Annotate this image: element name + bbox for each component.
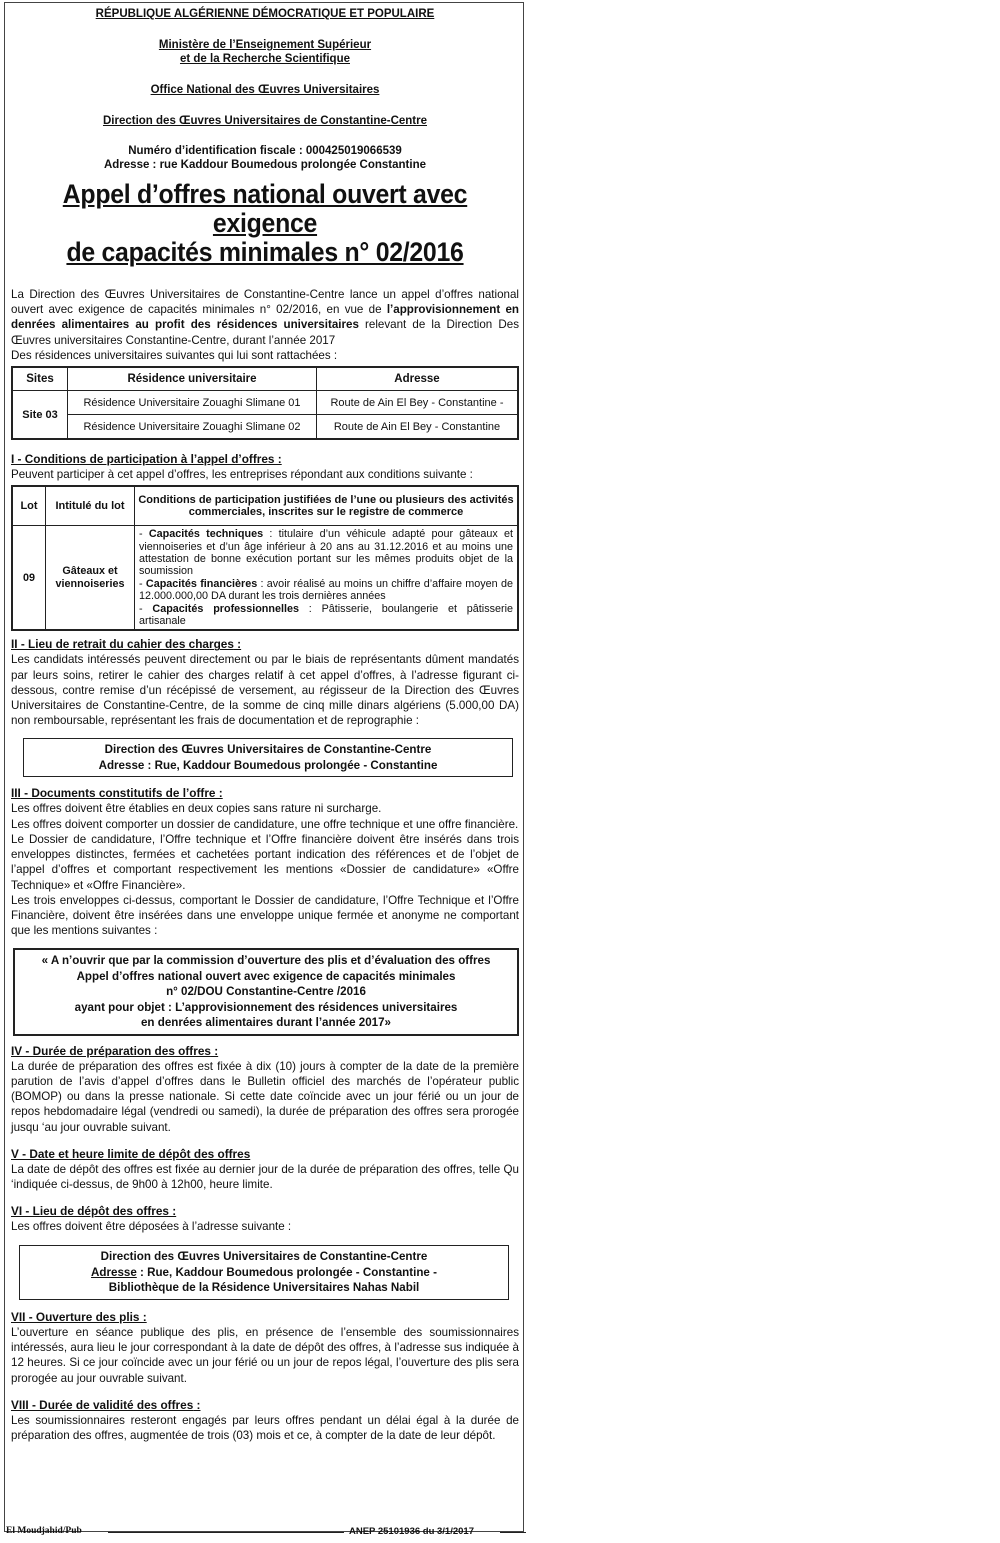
ministry-line-1: Ministère de l’Enseignement Supérieur <box>158 39 372 51</box>
section-3-title-text: III - Documents constitutifs de l’offre <box>11 786 216 801</box>
section-8-title-text: VIII - Durée de validité des offres <box>11 1397 194 1412</box>
col-intitule: Intitulé du lot <box>46 486 135 526</box>
direction-heading: Direction des Œuvres Universitaires de Constantine-Centre <box>102 115 427 127</box>
section-7-text: L’ouverture en séance publique des plis, en présence de l’ensemble des soumissionnaires intéressés, aura lieu le jour correspondant à la date de dépôt des offres, à l’adresse sus indiquée à 12 heures. Si ce jour coïncide avec un jour férié ou un jour de repos légal, l’ouverture des plis sera prorogée au jour ouvrable suivant. <box>11 1325 519 1385</box>
section-5-text: La date de dépôt des offres est fixée au dernier jour de la durée de préparation des offres, telle Qu ‘indiquée ci-dessus, de 9h00 à 12h00, heure limite. <box>11 1162 519 1192</box>
ministry-line-2: et de la Recherche Scientifique <box>179 53 350 65</box>
tender-title-line-1: Appel d’offres national ouvert avec exigence <box>62 179 468 238</box>
section-2-text: Les candidats intéressés peuvent directement ou par le biais de représentants dûment mandatés par leurs soins, retirer le cahier des charges relatif à cet appel d’offres, à l’adresse figurant ci-dessous, contre remise d’un récépissé de versement, au régisseur de la Direction des Œuvres Universitaires de Constantine-Centre, de la somme de cinq mille dinars algériens (5.000,00 DA) non remboursable, représentant les frais de documentation et de reprographie : <box>11 653 519 728</box>
professional-capacity: - Capacités professionnelles : Pâtisserie, boulangerie et pâtisserie artisanale <box>139 602 513 628</box>
withdrawal-box-line-2: Adresse : Rue, Kaddour Boumedous prolongée - Constantine <box>98 758 438 772</box>
section-5-title: V - Date et heure limite de dépôt des offres <box>11 1146 251 1161</box>
site-cell: Site 03 <box>12 391 68 440</box>
section-4-title: IV - Durée de préparation des offres : <box>11 1043 219 1058</box>
envelope-box-line-1: « A n’ouvrir que par la commission d’ouverture des plis et d’évaluation des offres <box>41 954 491 968</box>
section-6-text: Les offres doivent être déposées à l’adresse suivante : <box>11 1220 292 1234</box>
lot-title: Gâteaux et viennoiseries <box>46 526 135 631</box>
section-6-title-text: VI - Lieu de dépôt des offres <box>11 1204 169 1219</box>
section-3-title: III - Documents constitutifs de l’offre : <box>11 786 223 801</box>
section-3-p3: Le Dossier de candidature, l’Offre technique et l’Offre financière doivent être insérés dans trois enveloppes distinctes, fermées et cachetées portant indication des références et de l’objet de l’appel d’offres et comportant respectivement les mentions «Dossier de candidature» «Offre Technique» et «Offre Financière». <box>11 832 519 892</box>
section-7-title: VII - Ouverture des plis : <box>11 1309 147 1324</box>
deposit-box-line-3: Bibliothèque de la Résidence Universitaires Nahas Nabil <box>108 1281 420 1295</box>
office-heading: Office National des Œuvres Universitaires <box>150 84 380 96</box>
section-2-title-text: II - Lieu de retrait du cahier des charges <box>11 637 234 652</box>
col-adresse: Adresse <box>317 367 519 391</box>
envelope-box-line-2: Appel d’offres national ouvert avec exigence de capacités minimales <box>76 969 456 983</box>
anep-reference: ANEP 25101936 du 3/1/2017 <box>349 1526 474 1537</box>
lot-number: 09 <box>12 526 46 631</box>
section-6-title: VI - Lieu de dépôt des offres : <box>11 1204 177 1219</box>
professional-capacity-label: Capacités professionnelles <box>152 602 299 615</box>
residence-cell: Résidence Universitaire Zouaghi Slimane 02 <box>68 415 317 440</box>
financial-capacity: - Capacités financières : avoir réalisé au moins un chiffre d’affaire moyen de 12.000.000,00 DA durant les trois dernières années <box>139 577 513 603</box>
lot-table-header <box>12 486 518 526</box>
adresse-cell: Route de Ain El Bey - Constantine - <box>317 391 519 415</box>
col-residence: Résidence universitaire <box>68 367 317 391</box>
intro-paragraph <box>11 287 519 348</box>
professional-capacity-text: : Pâtisserie, boulangerie et pâtisserie artisanale <box>139 602 513 628</box>
publisher-label: El Moudjahid/Pub <box>6 1526 82 1536</box>
lot-table <box>11 485 519 631</box>
deposit-box-address-text: : Rue, Kaddour Boumedous prolongée - Constantine - <box>136 1265 437 1279</box>
intro-text-end: relevant de la Direction Des Œuvres universitaires Constantine-Centre, durant l’année 2017 <box>11 318 519 347</box>
financial-capacity-label: Capacités financières <box>145 577 258 590</box>
section-3-p2: Les offres doivent comporter un dossier de candidature, une offre technique et une offre financière. <box>11 817 519 831</box>
lot-conditions <box>135 526 519 631</box>
section-1-title: I - Conditions de participation à l’appel d’offres : <box>11 452 282 467</box>
section-3-p1: Les offres doivent être établies en deux copies sans rature ni surcharge. <box>11 802 382 816</box>
envelope-mention-box <box>13 948 519 1036</box>
table-row <box>12 526 518 631</box>
section-2-title: II - Lieu de retrait du cahier des charges : <box>11 637 242 652</box>
section-1-text: Peuvent participer à cet appel d’offres, les entreprises répondant aux conditions suivante : <box>11 468 473 482</box>
intro-text: La Direction des Œuvres Universitaires de Constantine-Centre lance un appel d’offres national ouvert avec exigence de capacités minimales n° 02/2016, en vue de <box>11 288 519 317</box>
deposit-box-address-label: Adresse <box>91 1265 137 1279</box>
section-4-title-text: IV - Durée de préparation des offres <box>11 1043 211 1058</box>
col-conditions: Conditions de participation justifiées de l’une ou plusieurs des activités commerciales, inscrites sur le registre de commerce <box>135 486 519 526</box>
tender-title-line-2: de capacités minimales n° 02/2016 <box>66 237 464 267</box>
section-8-text: Les soumissionnaires resteront engagés par leurs offres pendant un délai égal à la durée de préparation des offres, augmentée de trois (03) mois et ce, à compter de la date de leur dépôt. <box>11 1413 519 1442</box>
envelope-box-line-5: en denrées alimentaires durant l’année 2017» <box>140 1016 392 1030</box>
footer-rule-right <box>500 1532 526 1533</box>
technical-capacity-label: Capacités techniques <box>148 528 264 541</box>
col-sites: Sites <box>12 367 68 391</box>
sites-table-header <box>12 367 518 391</box>
residence-cell: Résidence Universitaire Zouaghi Slimane 01 <box>68 391 317 415</box>
table-row <box>12 391 518 415</box>
section-8-title: VIII - Durée de validité des offres : <box>11 1397 201 1412</box>
fiscal-id: Numéro d’identification fiscale : 000425019066539 <box>128 145 402 157</box>
footer-rule-left <box>108 1532 344 1533</box>
financial-capacity-text: : avoir réalisé au moins un chiffre d’affaire moyen de 12.000.000,00 DA durant les trois dernières années <box>139 577 513 603</box>
col-lot: Lot <box>12 486 46 526</box>
technical-capacity: - Capacités techniques : titulaire d’un véhicule adapté pour gâteaux et viennoiseries et d’un âge inférieur à 20 ans au 31.12.2016 et au moins une attestation de bonne exécution portant sur les mêmes produits objet de la soumission <box>139 528 513 578</box>
technical-capacity-text: : titulaire d’un véhicule adapté pour gâteaux et viennoiseries et d’un âge inférieur à 20 ans au 31.12.2016 et au moins une attestation de bonne exécution portant sur les mêmes produits objet de la soumission <box>139 528 513 578</box>
section-7-title-text: VII - Ouverture des plis <box>11 1309 140 1324</box>
withdrawal-address-box <box>23 738 513 777</box>
envelope-box-line-4: ayant pour objet : L’approvisionnement des résidences universitaires <box>74 1000 458 1014</box>
deposit-box-line-2 <box>24 1265 504 1281</box>
adresse-cell: Route de Ain El Bey - Constantine <box>317 415 519 440</box>
advertisement-content <box>11 5 519 1443</box>
table-row <box>12 415 518 440</box>
section-4-text: La durée de préparation des offres est fixée à dix (10) jours à compter de la date de la première parution de l’avis d’appel d’offres dans le Bulletin officiel des marchés de l’opérateur public (BOMOP) ou dans la presse nationale. Si cette date coïncide avec un jour férié ou un jour de repos hebdomadaire légal (vendredi ou samedi), la durée de préparation des offres sera prorogée jusqu ‘au jour ouvrable suivant. <box>11 1059 519 1134</box>
envelope-box-line-3: n° 02/DOU Constantine-Centre /2016 <box>166 985 366 999</box>
intro-bold-text: l’approvisionnement en denrées alimentaires au profit des résidences universitaires <box>11 303 519 332</box>
header-address: Adresse : rue Kaddour Boumedous prolongée Constantine <box>103 159 427 171</box>
section-3-p4: Les trois enveloppes ci-dessus, comportant le Dossier de candidature, l’Offre Technique et l’Offre Financière, doivent être insérées dans une enveloppe unique fermée et anonyme ne comportant que les mentions suivantes : <box>11 893 519 938</box>
deposit-box-line-1: Direction des Œuvres Universitaires de Constantine-Centre <box>100 1250 428 1264</box>
sites-table <box>11 366 519 440</box>
withdrawal-box-line-1: Direction des Œuvres Universitaires de Constantine-Centre <box>104 743 432 757</box>
intro-residences-line: Des résidences universitaires suivantes qui lui sont rattachées : <box>11 348 338 362</box>
page-footer <box>4 1526 526 1540</box>
deposit-address-box <box>19 1245 509 1300</box>
republic-heading: RÉPUBLIQUE ALGÉRIENNE DÉMOCRATIQUE ET POPULAIRE <box>95 8 435 20</box>
advertisement-page <box>4 2 524 1532</box>
